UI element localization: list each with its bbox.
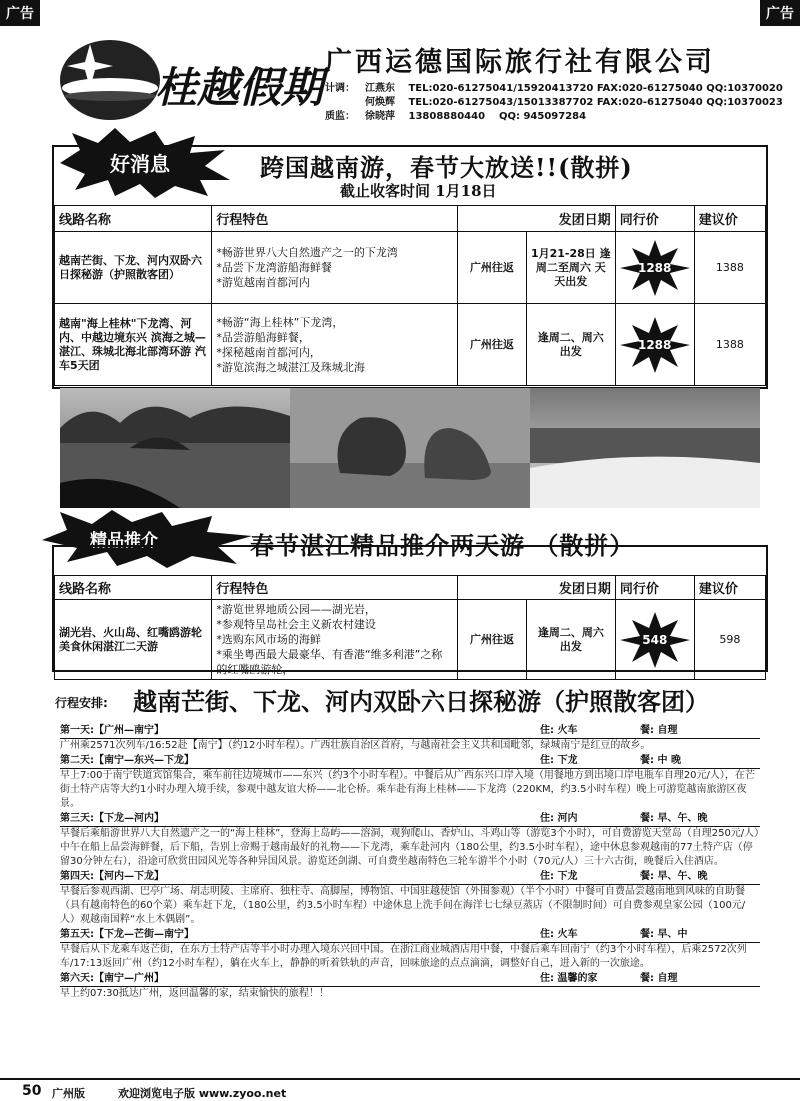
contact-row: 质监： 徐晓萍 13808880440 QQ: 945097284 (325, 111, 587, 122)
depart-dates: 逢周二、周六 出发 (527, 600, 616, 680)
depart-dates: 1月21-28日 逢周二至周六 天天出发 (526, 232, 615, 304)
logo-icon (55, 30, 324, 130)
day-block (60, 724, 760, 753)
day-description: 早餐后参观西湖、巴亭广场、胡志明陵、主席府、独柱寺、高脚屋，博物馆、中国驻越使馆（外围参观）（半个小时）中餐可自费品尝越南地到风味的自助餐（具有越南特色的60个菜）乘车赶下龙，（180公里，约3.5小时车程）中途休息上洗手间在海洋七七绿豆蒸店（不限制时间）可自费参观皇家公园（100元/人）观越南国粹“水上木偶剧”。 (60, 886, 746, 925)
depart-city: 广州往返 (457, 232, 526, 304)
peer-price-cell (615, 232, 694, 304)
price-star (620, 240, 690, 296)
company-logo (55, 30, 324, 130)
route-features: *畅游世界八大自然遗产之一的下龙湾 *品尝下龙湾游船海鲜餐 *游览越南首都河内 (212, 232, 458, 304)
route-name: 越南"海上桂林"下龙湾、河内、中越边境东兴 滨海之城—湛江、珠城北海北部湾环游 汽车5天团 (55, 304, 212, 386)
day-stay: 住: 火车 (540, 929, 578, 940)
day-description: 早餐后乘船游世界八大自然遗产之一的“海上桂林”，登海上岛屿——溶洞，观狗爬山、香炉山、斗鸡山等（游览3个小时），可自费游览天堂岛（自理250元/人）中午在船上品尝海鲜餐，后下船，告别上帝赐于越南最好的礼物——下龙湾，乘车赴河内（180公里，约3.5小时车程），途中休息参观越南的77土特产店（停留30分钟左右），沿途可欣赏田园风光等各种异国风景。游览还剑湖、可自费坐越南特色三轮车游半个小时（70元/人）三十六古街，晚餐后入住酒店。 (60, 828, 760, 867)
col-features: 行程特色 (212, 206, 458, 232)
table-row (55, 232, 766, 304)
promo2-table (54, 575, 766, 680)
table-row (55, 600, 766, 680)
day-block (60, 972, 760, 1001)
peer-price: 548 (642, 632, 668, 647)
price-star (620, 317, 690, 373)
featured-label: 精品推介 (90, 531, 158, 551)
depart-city: 广州往返 (457, 304, 526, 386)
day-meal: 餐: 早、午、晚 (640, 871, 708, 882)
header (55, 24, 783, 134)
itinerary-header (55, 680, 775, 720)
day-description: 早上约07:30抵达广州，返回温馨的家，结束愉快的旅程！！ (60, 988, 329, 999)
route-name: 越南芒街、下龙、河内双卧六日探秘游（护照散客团） (55, 232, 212, 304)
promo2-box (52, 545, 768, 676)
col-route: 线路名称 (55, 206, 212, 232)
route-name: 湖光岩、火山岛、红嘴鸥游轮美食休闲湛江二天游 (55, 600, 212, 680)
col-date: 发团日期 (457, 206, 615, 232)
contact-row: 计调： 江燕东 TEL:020-61275041/15920413720 FAX:020-61275040 QQ:10370020 (325, 83, 783, 94)
company-name: 广西运德国际旅行社有限公司 (325, 47, 715, 78)
day-meal: 餐: 自理 (640, 725, 678, 736)
day-stay: 住: 下龙 (540, 871, 578, 882)
itinerary-label: 行程安排: (55, 696, 108, 710)
day-block (60, 754, 760, 811)
col-suggest-price: 建议价 (694, 576, 765, 600)
promo1-deadline: 截止收客时间 1月18日 (340, 182, 497, 200)
suggest-price: 1388 (694, 232, 765, 304)
depart-dates: 逢周二、周六 出发 (526, 304, 615, 386)
good-news-label: 好消息 (110, 152, 170, 176)
day-stay: 住: 下龙 (540, 755, 578, 766)
page-footer (0, 1078, 800, 1100)
day-title: 第五天:【下龙—芒街—南宁】 (60, 929, 194, 940)
day-stay: 住: 河内 (540, 813, 578, 824)
day-title: 第四天:【河内—下龙】 (60, 871, 164, 882)
ad-label-right: 广告 (760, 0, 800, 26)
day-meal: 餐: 早、中 (640, 929, 688, 940)
beach-photo (530, 388, 760, 508)
itinerary-days (60, 724, 760, 1002)
peer-price: 1288 (637, 260, 672, 275)
day-stay: 住: 温馨的家 (540, 973, 598, 984)
peer-price: 1288 (637, 337, 672, 352)
logo-text: 桂越假期 (155, 63, 324, 112)
day-description: 早上7:00于南宁铁道宾馆集合，乘车前往边境城市——东兴（约3个小时车程）。中餐后从广西东兴口岸入境（用餐地方到出境口岸电瓶车自理20元/人），在芒街土特产店等大约1小时办理入境手续，参观中越友谊大桥——北仑桥。乘车赴有海上桂林——下龙湾（220KM，约3.5小时车程）晚上可游览越南旅游区夜景。 (60, 770, 755, 809)
day-meal: 餐: 早、午、晚 (640, 813, 708, 824)
suggest-price: 598 (694, 600, 765, 680)
col-peer-price: 同行价 (615, 576, 694, 600)
day-title: 第二天:【南宁—东兴—下龙】 (60, 755, 194, 766)
day-block (60, 812, 760, 869)
depart-city: 广州往返 (458, 600, 527, 680)
col-date: 发团日期 (458, 576, 616, 600)
col-route: 线路名称 (55, 576, 212, 600)
col-suggest-price: 建议价 (694, 206, 765, 232)
day-meal: 餐: 中 晚 (640, 755, 681, 766)
promo2-title: 春节湛江精品推介两天游 （散拼） (250, 531, 635, 560)
islet-rocks-photo (290, 388, 530, 508)
contact-list (325, 82, 783, 124)
promo1-table (54, 205, 766, 386)
day-title: 第一天:【广州—南宁】 (60, 725, 164, 736)
suggest-price: 1388 (694, 304, 765, 386)
peer-price-cell (615, 304, 694, 386)
contact-row: 何焕辉 TEL:020-61275043/15013387702 FAX:020-61275040 QQ:10370023 (365, 97, 783, 108)
itinerary-title: 越南芒街、下龙、河内双卧六日探秘游（护照散客团） (133, 687, 709, 716)
day-block (60, 870, 760, 927)
col-peer-price: 同行价 (615, 206, 694, 232)
route-features: *畅游“海上桂林”下龙湾， *品尝游船海鲜餐， *探秘越南首都河内， *游览滨海之城湛江及珠城北海 (212, 304, 458, 386)
day-block (60, 928, 760, 971)
day-title: 第三天:【下龙—河内】 (60, 813, 164, 824)
route-features: *游览世界地质公园——湖光岩， *参观特呈岛社会主义新农村建设 *选购东风市场的海鲜 *乘坐粤西最大最豪华、有香港“维多利港”之称的红嘴鸥游轮， (212, 600, 458, 680)
day-stay: 住: 火车 (540, 725, 578, 736)
price-star (620, 612, 690, 668)
promo1-title: 跨国越南游，春节大放送!!(散拼) (260, 153, 633, 182)
scenery-photos (60, 388, 760, 508)
peer-price-cell (615, 600, 694, 680)
day-description: 广州乘2571次列车/16:52赴【南宁】（约12小时车程）。广西壮族自治区首府，与越南社会主义共和国毗邻，绿城南宁是红豆的故乡。 (60, 740, 651, 751)
day-description: 早餐后从下龙乘车返芒街，在东方土特产店等半小时办理入境东兴回中国。在浙江商业城酒店用中餐，中餐后乘车回南宁（约3个小时车程），后乘2572次列车/17:13返回广州（约12小时车程），躺在火车上，静静的听着铁轨的声音，回味旅途的点点滴滴，调整好自己，进入新的一次旅途。 (60, 944, 747, 969)
col-features: 行程特色 (212, 576, 458, 600)
table-row (55, 304, 766, 386)
ad-label-left: 广告 (0, 0, 40, 26)
page-number: 50 (22, 1083, 42, 1099)
edition-label: 广州版 (52, 1087, 85, 1100)
day-meal: 餐: 自理 (640, 973, 678, 984)
promo1-box (52, 145, 768, 389)
halong-bay-photo (60, 388, 290, 508)
day-title: 第六天:【南宁—广州】 (60, 973, 164, 984)
website-link[interactable]: 欢迎浏览电子版 www.zyoo.net (118, 1087, 287, 1100)
